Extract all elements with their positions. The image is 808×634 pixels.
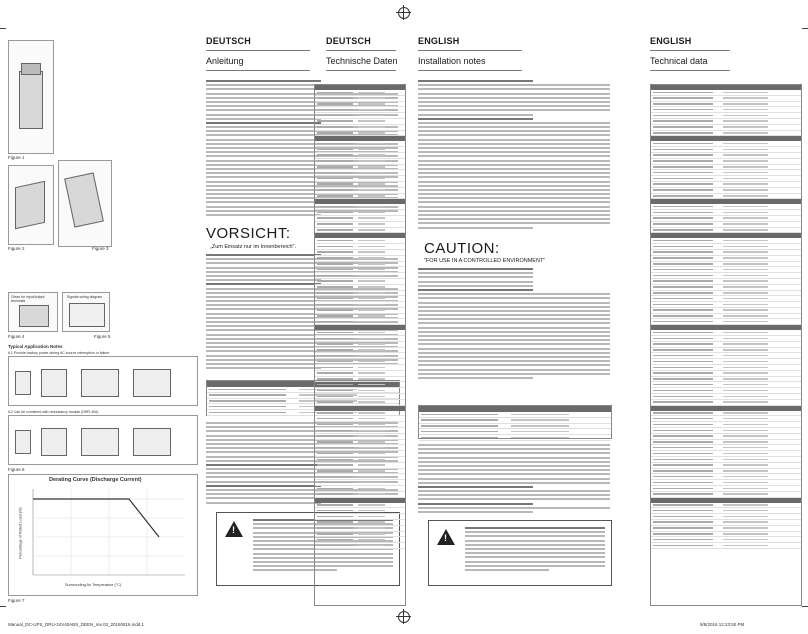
footer-date: 8/8/2016 12:23:50 PM: [700, 622, 745, 627]
installation-notes-title: Installation notes: [418, 56, 486, 66]
warning-icon: !: [444, 533, 447, 543]
vorsicht-subtext: „Zum Einsatz nur im Innenbereich".: [210, 244, 297, 250]
figure-6-label: Figure 6: [8, 467, 25, 472]
caution-subtext: "FOR USE IN A CONTROLLED ENVIRONMENT": [424, 258, 546, 264]
safety-text-en: [418, 80, 610, 231]
figure-3-label: Figure 3: [92, 246, 109, 251]
signal-text-en: [418, 444, 610, 515]
figure-3: [58, 160, 112, 247]
english-heading: ENGLISH: [418, 36, 460, 46]
derating-chart-title: Derating Curve (Discharge Current): [49, 477, 142, 483]
figure-7-label: Figure 7: [8, 598, 25, 603]
figure-1: [8, 40, 54, 154]
figure-6-2-title: 6.2 Can be combined with redundancy module (DRR-40A): [8, 410, 99, 414]
figure-6-1-title: 6.1 Provide backup power during AC source interruption or failure: [8, 351, 110, 355]
crop-mark: [0, 606, 6, 607]
warning-box-en: [428, 520, 612, 586]
caution-warning: CAUTION:: [424, 240, 500, 257]
device-description-en: [418, 268, 610, 381]
english-heading-2: ENGLISH: [650, 36, 692, 46]
figure-4-label: Figure 4: [8, 334, 25, 339]
typical-application-heading: Typical Application Notes: [8, 344, 63, 349]
cable-table-en: [418, 405, 612, 439]
figure-2-label: Figure 2: [8, 246, 25, 251]
deutsch-heading: DEUTSCH: [206, 36, 251, 46]
figure-6-diagram-2: [8, 415, 198, 465]
derating-chart: [8, 474, 198, 596]
registration-mark-icon: [398, 7, 410, 19]
warning-icon: !: [232, 525, 235, 535]
tech-data-table-de: [314, 84, 406, 606]
anleitung-title: Anleitung: [206, 56, 244, 66]
figure-5-label: Figure 5: [94, 334, 111, 339]
technical-data-title: Technical data: [650, 56, 708, 66]
crop-mark: [0, 28, 6, 29]
technische-daten-title: Technische Daten: [326, 56, 398, 66]
figure-1-label: Figure 1: [8, 155, 25, 160]
figure-5: Signals wiring diagram: [62, 292, 110, 332]
figure-6-diagram-1: [8, 356, 198, 406]
registration-mark-icon: [398, 611, 410, 623]
crop-mark: [802, 28, 808, 29]
vorsicht-warning: VORSICHT:: [206, 225, 291, 242]
derating-curve-svg: [9, 475, 197, 595]
footer-filename: Manual_DC-UPS_DRU-24V40ABS_DEEN_rev.03_20160816.indd 1: [8, 622, 144, 627]
figure-4: Clean for input/output terminals: [8, 292, 58, 332]
crop-mark: [802, 606, 808, 607]
deutsch-heading-2: DEUTSCH: [326, 36, 371, 46]
derating-xlabel: Surrounding Air Temperature (°C): [65, 583, 122, 587]
derating-ylabel: Percentage of Rated Load (%): [18, 507, 23, 559]
tech-data-table-en: [650, 84, 802, 606]
figure-2: [8, 165, 54, 245]
